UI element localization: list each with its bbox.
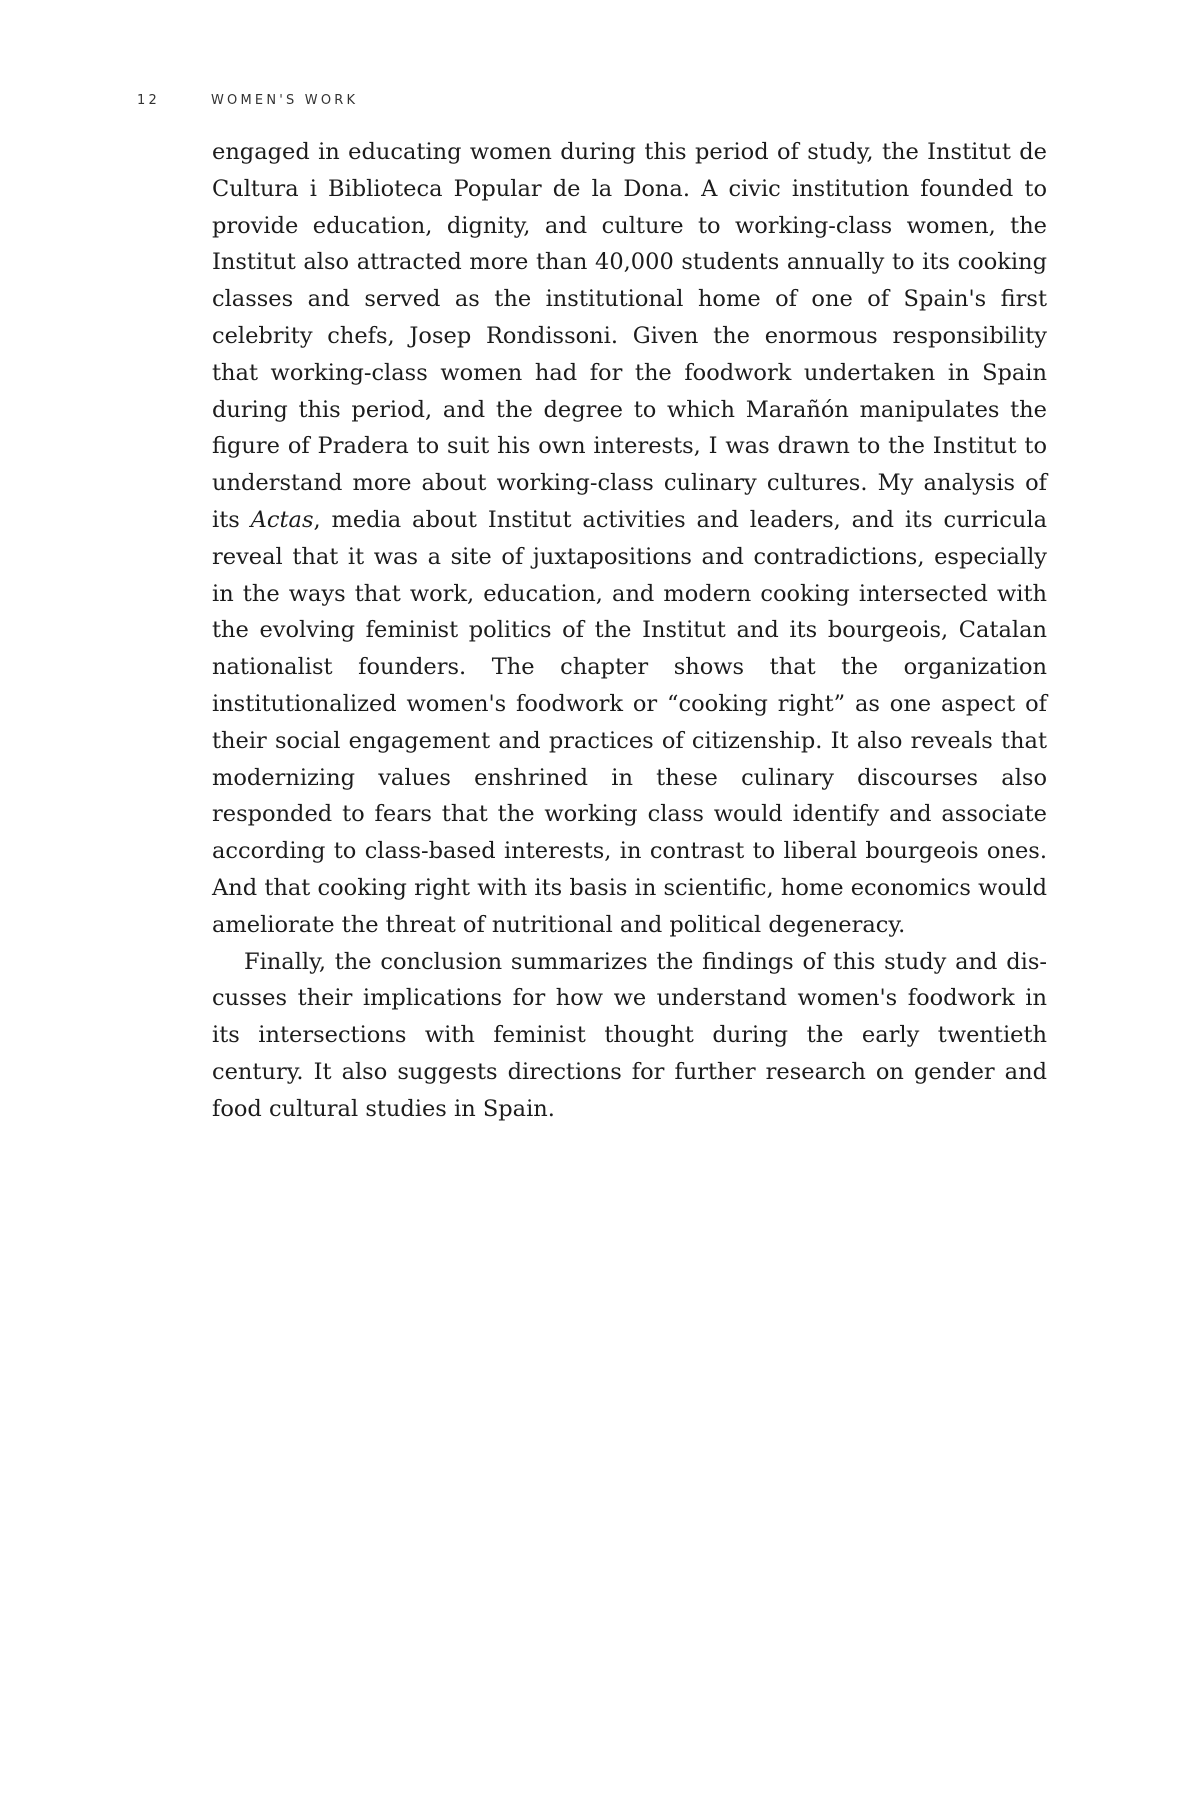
paragraph-1 [212, 134, 1047, 944]
running-head [137, 93, 358, 108]
paragraph-1-italic-term: Actas [250, 506, 314, 533]
body-text [212, 134, 1047, 1128]
paragraph-2: Finally, the conclusion summarizes the findings of this study and discusses their implications for how we understand women's foodwork in its intersections with feminist thought during the early twentieth century. It also suggests directions for further research on gender and food cultural studies in Spain. [212, 948, 1047, 1122]
paragraph-1-text-a: engaged in educating women during this period of study, the Institut de Cultura i Biblioteca Popular de la Dona. A civic institution founded to provide education, dignity, and culture to working-class women, the Institut also attracted more than 40,000 students annually to its cooking classes and served as the institutional home of one of Spain's first celebrity chefs, Josep Rondissoni. Given the enormous responsibility that working-class women had for the foodwork undertaken in Spain during this period, and the degree to which Marañón manipulates the figure of Pradera to suit his own interests, I was drawn to the Institut to understand more about working-class culinary cultures. My analysis of its [212, 139, 1047, 533]
paragraph-1-text-b: , media about Institut activities and leaders, and its curricula reveal that it was a site of juxtapositions and contradictions, especially in the ways that work, education, and modern cooking intersected with the evolving feminist politics of the Institut and its bourgeois, Catalan nationalist founders. The chapter shows that the organization institutionalized women's foodwork or “cooking right” as one aspect of their social engagement and practices of citizenship. It also reveals that modernizing values enshrined in these culinary discourses also responded to fears that the working class would identify and associate according to class-based interests, in contrast to liberal bourgeois ones. And that cooking right with its basis in scientific, home economics would ameliorate the threat of nutritional and political degeneracy. [212, 506, 1047, 938]
page-number: 12 [137, 93, 160, 108]
running-title: WOMEN'S WORK [211, 93, 359, 108]
